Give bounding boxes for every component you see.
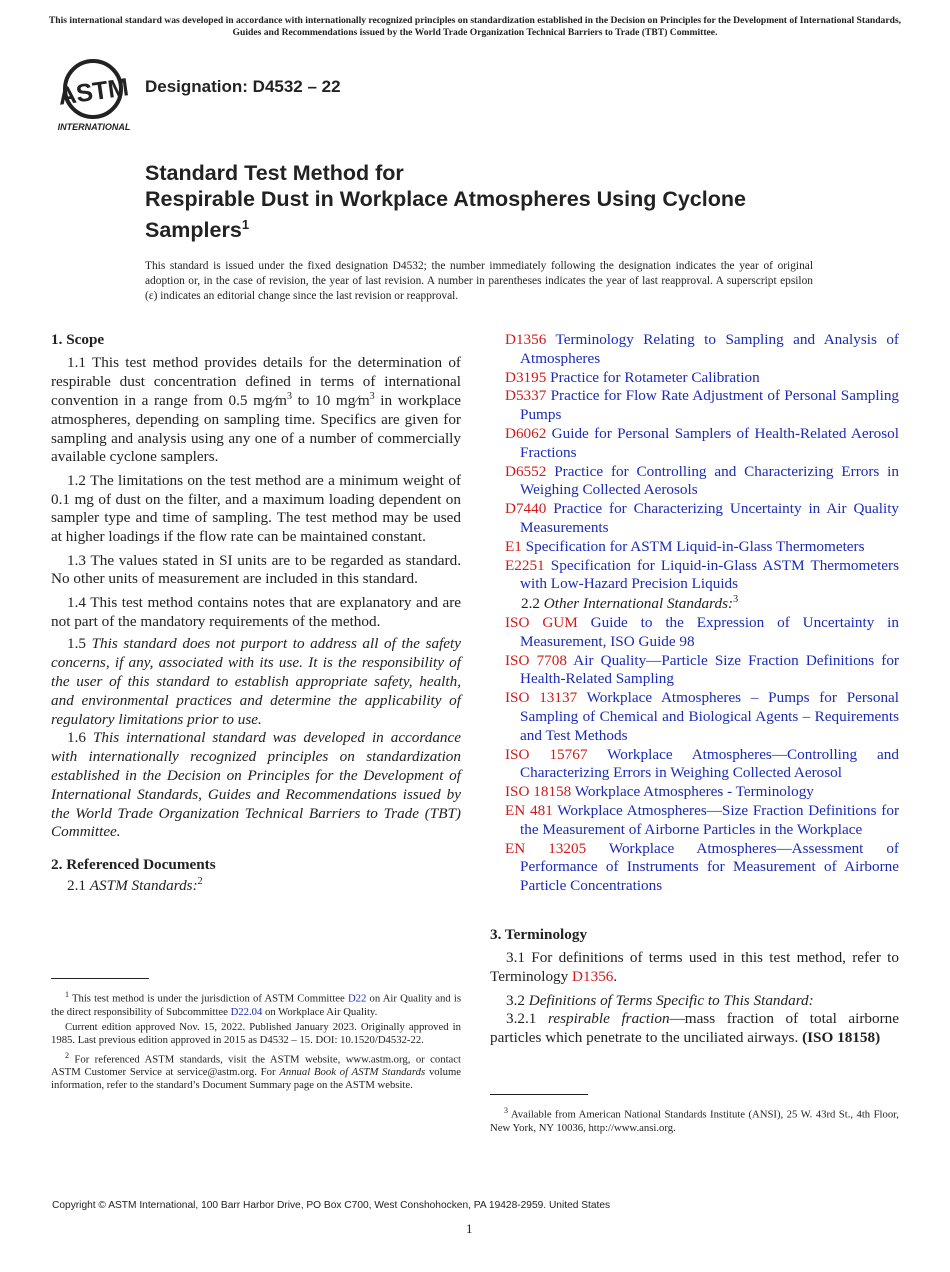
para-1-1: 1.1 This test method provides details for the determination of respirable dust concentration defined in terms of international convention in a range from 0.5 $mg⁄m^3$ to 10 $mg⁄m^3$ in workplace atmospheres, depending on sampling time. Specifics are given for sampling and analysis using any one of a number of commercially available cyclone samplers. — [51, 354, 462, 466]
copyright: Copyright © ASTM International, 100 Barr Harbor Drive, PO Box C700, West Conshohocken, PA 19428-2959. United States — [52, 1200, 611, 1211]
reference-title-link[interactable]: Air Quality—Particle Size Fraction Definitions for Health-Related Sampling — [520, 651, 899, 688]
referenced-heading: 2. Referenced Documents — [51, 856, 216, 874]
reference-title-link[interactable]: Specification for ASTM Liquid-in-Glass Thermometers — [525, 537, 865, 555]
title-main — [145, 186, 845, 243]
footnote-1: $^1$ This test method is under the jurisdiction of ASTM Committee D22 on Air Quality and is the direct responsibility of Subcommittee D22.04 on Workplace Air Quality. — [51, 990, 461, 1018]
reference-code-link[interactable]: ISO 13137 — [505, 689, 578, 707]
scope-heading: 1. Scope — [51, 331, 105, 348]
reference-title-link[interactable]: Practice for Flow Rate Adjustment of Personal Sampling Pumps — [520, 387, 900, 424]
para-1-4: 1.4 This test method contains notes that are explanatory and are not part of the mandatory requirements of the method. — [51, 593, 461, 630]
reference-title-link[interactable]: Workplace Atmospheres—Size Fraction Definitions for the Measurement of Airborne Particles in the Workplace — [520, 801, 899, 838]
document-title — [145, 160, 845, 243]
para-1-2: 1.2 The limitations on the test method are a minimum weight of 0.1 mg of dust on the filter, and a maximum loading dependent on sampler type and time of sampling. The test method may be used at higher loadings if the flow rate can be maintained constant. — [51, 471, 461, 546]
reference-title-link[interactable]: Workplace Atmospheres – Pumps for Personal Sampling of Chemical and Biological Agents – Requirements and Test Methods — [520, 689, 899, 744]
link-d22-04[interactable]: D22.04 — [230, 1005, 263, 1018]
reference-code-link[interactable]: D1356 — [505, 331, 547, 348]
reference-title-link[interactable]: Guide to the Expression of Uncertainty in Measurement, ISO Guide 98 — [520, 613, 899, 650]
terminology-heading: 3. Terminology — [490, 926, 588, 943]
reference-title-link[interactable]: Practice for Rotameter Calibration — [550, 368, 760, 386]
astm-logo — [52, 58, 136, 134]
reference-code-link[interactable]: D5337 — [505, 387, 547, 405]
reference-title-link[interactable]: Practice for Characterizing Uncertainty in Air Quality Measurements — [520, 500, 900, 536]
reference-code-link[interactable]: EN 13205 — [505, 839, 587, 857]
reference-item — [505, 369, 899, 388]
reference-item — [505, 331, 899, 369]
footnote-rule-right — [490, 1094, 588, 1095]
footnote-3: $^3$ Available from American National Standards Institute (ANSI), 25 W. 43rd St., 4th Floor, New York, NY 10036, http://www.ansi.org. — [490, 1106, 899, 1134]
reference-code-link[interactable]: ISO 18158 — [505, 783, 572, 801]
right-column — [505, 331, 899, 896]
link-d22[interactable]: D22 — [347, 992, 367, 1005]
reference-title-link[interactable]: Terminology Relating to Sampling and Analysis of Atmospheres — [520, 331, 899, 367]
reference-code-link[interactable]: E2251 — [505, 556, 545, 574]
logo-label: INTERNATIONAL — [57, 122, 131, 132]
para-3-2: 3.2 Definitions of Terms Specific to This Standard: — [506, 991, 814, 1009]
para-1-5: 1.5 This standard does not purport to address all of the safety concerns, if any, associated with its use. It is the responsibility of the user of this standard to establish appropriate safety, health, and environmental practices and determine the applicability of regulatory limitations prior to use. — [51, 635, 462, 728]
reference-title-link[interactable]: Workplace Atmospheres—Controlling and Characterizing Errors in Weighing Collected Aerosol — [520, 745, 899, 782]
reference-code-link[interactable]: D3195 — [505, 368, 547, 386]
reference-code-link[interactable]: D7440 — [505, 500, 547, 518]
other-reference-list — [505, 614, 899, 896]
para-1-6: 1.6 This international standard was developed in accordance with internationally recognized principles on standardization established in the Decision on Principles for the Development of International Standards, Guides and Recommendations issued by the World Trade Organization Technical Barriers to Trade (TBT) Committee. — [51, 729, 462, 841]
reference-item — [505, 652, 899, 690]
para-2-1: 2.1 ASTM Standards:$^2$ — [67, 875, 203, 894]
footnotes-right — [490, 1104, 899, 1135]
reference-code-link[interactable]: E1 — [505, 537, 522, 555]
reference-item — [505, 689, 899, 745]
reference-code-link[interactable]: D6062 — [505, 424, 547, 442]
title-line2: Respirable Dust in Workplace Atmospheres Using Cyclone Samplers — [145, 187, 746, 243]
footnote-1-edition: Current edition approved Nov. 15, 2022. Published January 2023. Originally approved in 1985. Last previous edition approved in 2015 as D4532 – 15. DOI: 10.1520/D4532-22. — [51, 1020, 461, 1046]
para-3-1: 3.1 For definitions of terms used in this test method, refer to Terminology D1356. — [490, 949, 899, 986]
para-3-2-1: 3.2.1 respirable fraction—mass fraction of total airborne particles which penetrate to the unciliated airways. (ISO 18158) — [490, 1010, 900, 1047]
reference-code-link[interactable]: ISO 7708 — [505, 651, 567, 669]
terminology-section — [490, 926, 899, 1048]
reference-item — [505, 802, 899, 840]
astm-logo-icon — [52, 58, 136, 134]
footnote-rule-left — [51, 978, 149, 979]
reference-code-link[interactable]: EN 481 — [505, 801, 553, 819]
reference-title-link[interactable]: Specification for Liquid-in-Glass ASTM Thermometers with Low-Hazard Precision Liquids — [520, 556, 899, 593]
iso-18158-citation: (ISO 18158) — [802, 1029, 881, 1047]
reference-item — [505, 425, 899, 463]
reference-item — [505, 783, 899, 802]
title-line1: Standard Test Method for — [145, 161, 404, 185]
reference-item — [505, 500, 899, 538]
tbt-notice: This international standard was developed in accordance with internationally recognized principles on standardization established in the Decision on Principles for the Development of International Standards, Guides and Recommendations issued by the World Trade Organization Technical Barriers to Trade (TBT) Committee. — [48, 15, 902, 38]
left-column — [51, 331, 461, 896]
reference-title-link[interactable]: Workplace Atmospheres - Terminology — [574, 783, 814, 801]
reference-item — [505, 387, 899, 425]
reference-item — [505, 557, 899, 595]
svg-text:ASTM: ASTM — [56, 73, 131, 111]
reference-title-link[interactable]: Workplace Atmospheres—Assessment of Performance of Instruments for Measurement of Airborne Particle Concentrations — [520, 839, 899, 895]
footnote-2: $^2$ For referenced ASTM standards, visit the ASTM website, www.astm.org, or contact ASTM Customer Service at service@astm.org. For Annual Book of ASTM Standards volume information, refer to the standard’s Document Summary page on the ASTM website. — [51, 1050, 462, 1092]
reference-title-link[interactable]: Guide for Personal Samplers of Health-Related Aerosol Fractions — [520, 424, 899, 461]
reference-code-link[interactable]: ISO GUM — [505, 613, 578, 631]
reference-item — [505, 463, 899, 501]
para-1-3: 1.3 The values stated in SI units are to be regarded as standard. No other units of measurement are included in this standard. — [51, 551, 461, 588]
reference-code-link[interactable]: ISO 15767 — [505, 745, 588, 763]
title-footnote-mark: 1 — [241, 217, 250, 232]
reference-code-link[interactable]: D6552 — [505, 462, 547, 480]
footnotes-left — [51, 988, 461, 1092]
astm-reference-list — [505, 331, 899, 594]
reference-item — [505, 746, 899, 784]
designation: Designation: D4532 – 22 — [145, 77, 341, 96]
para-2-2: 2.2 Other International Standards:$^3$ — [521, 594, 739, 613]
reference-title-link[interactable]: Practice for Controlling and Characterizing Errors in Weighing Collected Aerosols — [520, 462, 899, 499]
preamble: This standard is issued under the fixed designation D4532; the number immediately following the designation indicates the year of original adoption or, in the case of revision, the year of last revision. A number in parentheses indicates the year of last reapproval. A superscript epsilon (ε) indicates an editorial change since the last revision or reapproval. — [145, 260, 813, 302]
reference-item — [505, 840, 899, 896]
page-number: 1 — [466, 1221, 473, 1236]
link-d1356[interactable]: D1356 — [572, 968, 614, 986]
reference-item — [505, 614, 899, 652]
reference-item — [505, 538, 899, 557]
